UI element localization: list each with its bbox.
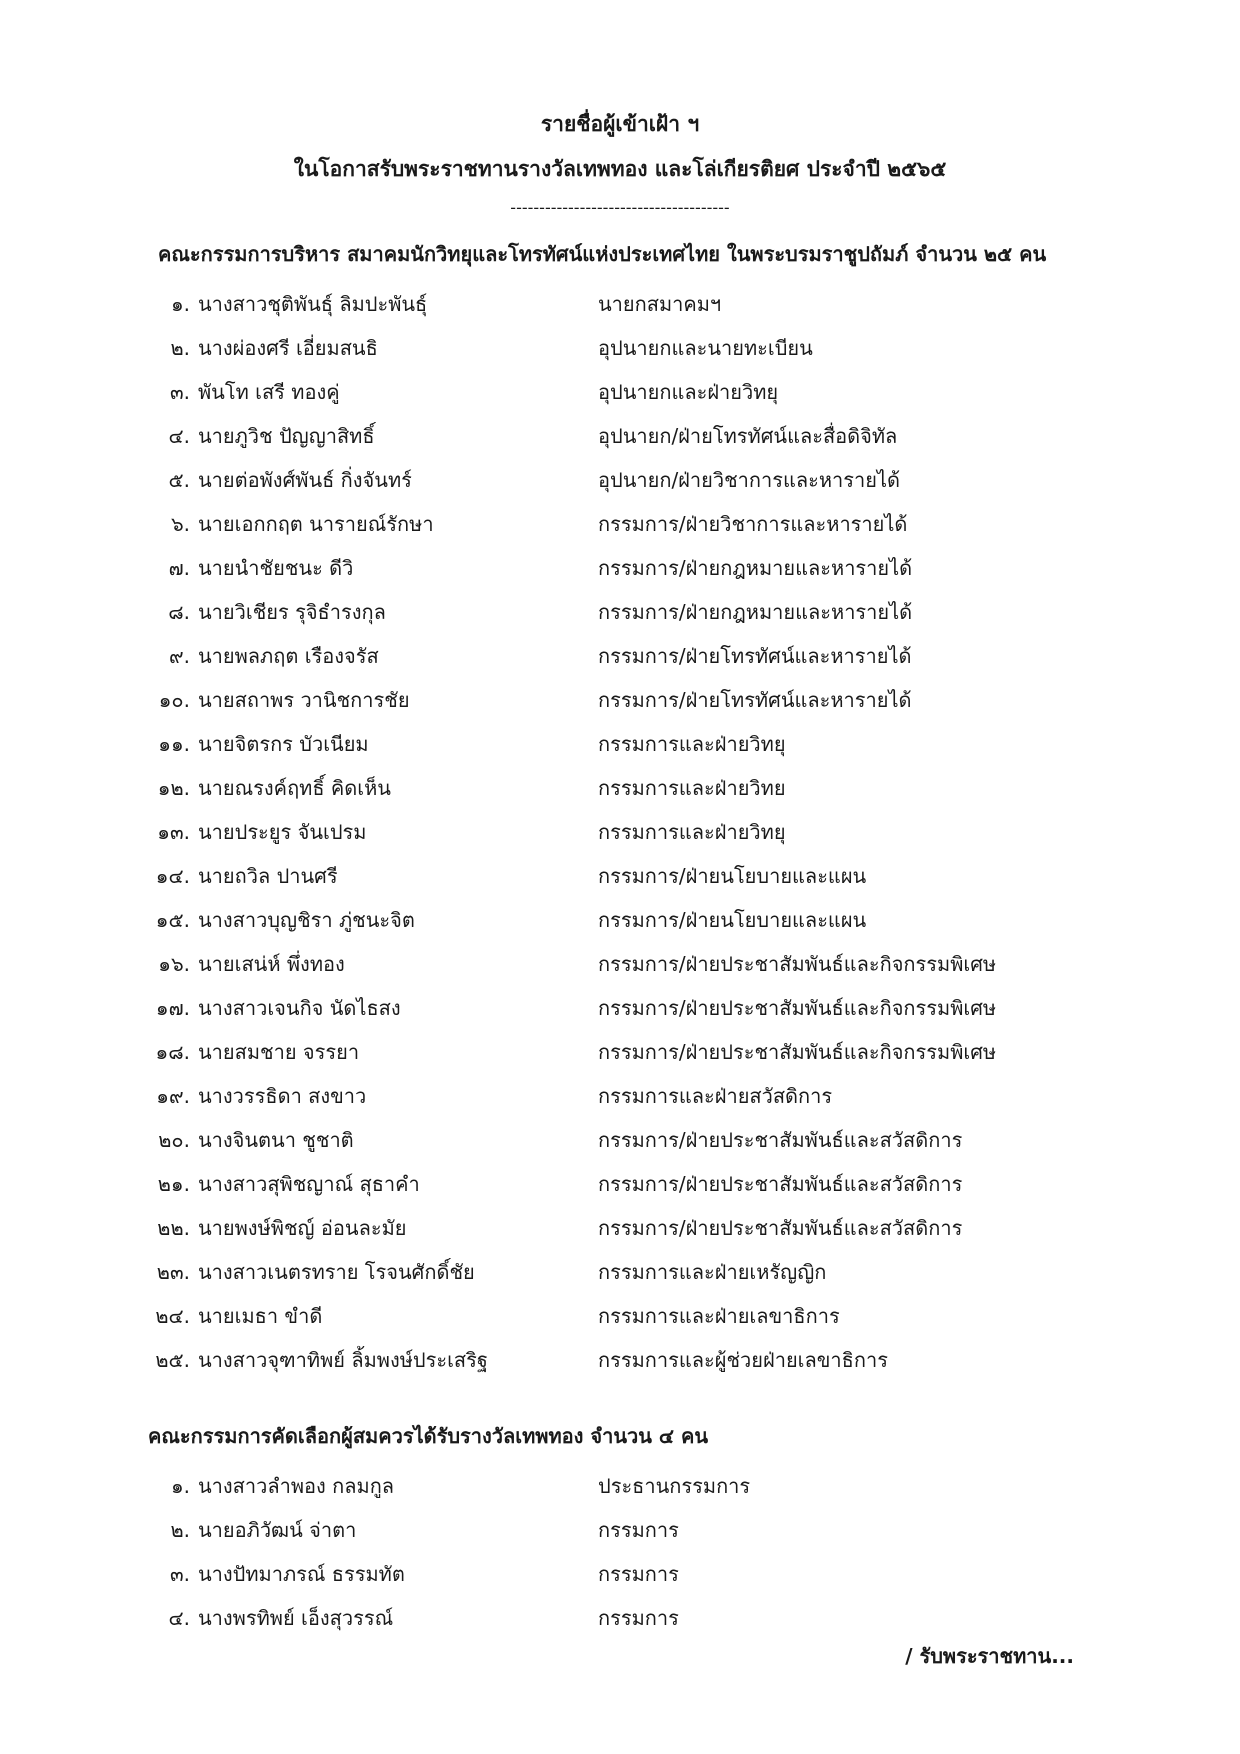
member-name: นางปัทมาภรณ์ ธรรมทัต <box>198 1562 405 1586</box>
member-role: กรรมการ/ฝ่ายวิชาการและหารายได้ <box>598 512 908 536</box>
section-heading-selection-committee: คณะกรรมการคัดเลือกผู้สมควรได้รับรางวัลเทพทอง จำนวน ๔ คน <box>148 1424 709 1448</box>
member-name: นายเสน่ห์ พึ่งทอง <box>198 952 345 976</box>
member-role: อุปนายก/ฝ่ายวิชาการและหารายได้ <box>598 468 901 492</box>
member-name: นายประยูร จันเปรม <box>198 820 367 844</box>
continuation-note: / รับพระราชทาน... <box>905 1644 1074 1668</box>
member-number: ๙. <box>168 644 190 668</box>
member-number: ๑๘. <box>155 1040 190 1064</box>
separator-line: -------------------------------------- <box>510 198 730 217</box>
member-number: ๑๐. <box>158 688 190 712</box>
member-role: กรรมการ/ฝ่ายนโยบายและแผน <box>598 908 867 932</box>
member-number: ๑๗. <box>155 996 190 1020</box>
member-role: กรรมการ/ฝ่ายประชาสัมพันธ์และสวัสดิการ <box>598 1128 963 1152</box>
member-row <box>0 898 1240 942</box>
member-role: กรรมการ/ฝ่ายกฎหมายและหารายได้ <box>598 556 913 580</box>
member-number: ๓. <box>169 1562 190 1586</box>
member-role: กรรมการ/ฝ่ายโทรทัศน์และหารายได้ <box>598 688 912 712</box>
selection-committee-list <box>0 1464 1240 1640</box>
member-role: กรรมการและฝ่ายเหรัญญิก <box>598 1260 827 1284</box>
member-name: นายนำชัยชนะ ดีวิ <box>198 556 354 580</box>
member-role: นายกสมาคมฯ <box>598 292 722 316</box>
member-number: ๒๐. <box>158 1128 190 1152</box>
member-name: นายพงษ์พิชญ์ อ่อนละมัย <box>198 1216 407 1240</box>
member-number: ๓. <box>169 380 190 404</box>
member-name: นายภูวิช ปัญญาสิทธิ์ <box>198 424 375 448</box>
member-row <box>0 722 1240 766</box>
member-role: กรรมการ/ฝ่ายประชาสัมพันธ์และกิจกรรมพิเศษ <box>598 996 997 1020</box>
member-name: นายเอกกฤต นารายณ์รักษา <box>198 512 434 536</box>
member-row <box>0 1552 1240 1596</box>
member-number: ๑๒. <box>157 776 190 800</box>
member-name: นายอภิวัฒน์ จ่าตา <box>198 1518 357 1542</box>
document-subtitle: ในโอกาสรับพระราชทานรางวัลเทพทอง และโล่เกียรติยศ ประจำปี ๒๕๖๕ <box>293 157 947 181</box>
member-row <box>0 766 1240 810</box>
member-row <box>0 942 1240 986</box>
member-name: นางสาวสุพิชญาณ์ สุธาคำ <box>198 1172 420 1196</box>
member-role: กรรมการ/ฝ่ายโทรทัศน์และหารายได้ <box>598 644 912 668</box>
member-row <box>0 1206 1240 1250</box>
member-name: นายถวิล ปานศรี <box>198 864 338 888</box>
document-title: รายชื่อผู้เข้าเฝ้า ฯ <box>540 112 700 136</box>
member-role: กรรมการ <box>598 1518 679 1542</box>
member-row <box>0 326 1240 370</box>
member-role: กรรมการ/ฝ่ายประชาสัมพันธ์และกิจกรรมพิเศษ <box>598 952 997 976</box>
member-role: กรรมการ/ฝ่ายประชาสัมพันธ์และสวัสดิการ <box>598 1216 963 1240</box>
member-row <box>0 414 1240 458</box>
member-role: กรรมการและผู้ช่วยฝ่ายเลขาธิการ <box>598 1348 888 1372</box>
member-number: ๖. <box>170 512 190 536</box>
member-row <box>0 678 1240 722</box>
member-number: ๑๙. <box>156 1084 190 1108</box>
member-name: นางสาวจุฑาทิพย์ ลิ้มพงษ์ประเสริฐ <box>198 1348 488 1372</box>
member-row <box>0 1596 1240 1640</box>
member-role: อุปนายกและนายทะเบียน <box>598 336 813 360</box>
member-role: กรรมการ <box>598 1606 679 1630</box>
member-role: กรรมการ/ฝ่ายนโยบายและแผน <box>598 864 867 888</box>
member-name: นางสาวบุญชิรา ภู่ชนะจิต <box>198 908 415 932</box>
member-number: ๘. <box>168 600 190 624</box>
member-number: ๕. <box>168 468 190 492</box>
member-role: กรรมการ/ฝ่ายกฎหมายและหารายได้ <box>598 600 913 624</box>
member-row <box>0 634 1240 678</box>
member-name: พันโท เสรี ทองคู่ <box>198 380 340 404</box>
member-name: นางสาวเจนกิจ นัดไธสง <box>198 996 401 1020</box>
member-row <box>0 502 1240 546</box>
member-name: นางพรทิพย์ เอ็งสุวรรณ์ <box>198 1606 394 1630</box>
member-role: กรรมการและฝ่ายเลขาธิการ <box>598 1304 840 1328</box>
member-role: กรรมการและฝ่ายสวัสดิการ <box>598 1084 833 1108</box>
member-name: นายสมชาย จรรยา <box>198 1040 360 1064</box>
member-row <box>0 590 1240 634</box>
member-name: นายวิเชียร รุจิธำรงกุล <box>198 600 386 624</box>
member-name: นางวรรธิดา สงขาว <box>198 1084 367 1108</box>
member-name: นางผ่องศรี เอี่ยมสนธิ <box>198 336 378 360</box>
member-role: กรรมการและฝ่ายวิทยุ <box>598 820 786 844</box>
member-role: อุปนายกและฝ่ายวิทยุ <box>598 380 779 404</box>
member-row <box>0 854 1240 898</box>
member-name: นายณรงค์ฤทธิ์ คิดเห็น <box>198 776 391 800</box>
member-role: กรรมการและฝ่ายวิทยุ <box>598 732 786 756</box>
member-number: ๒. <box>170 336 190 360</box>
member-number: ๑๕. <box>155 908 190 932</box>
member-number: ๔. <box>168 1606 190 1630</box>
member-row <box>0 458 1240 502</box>
member-role: กรรมการ <box>598 1562 679 1586</box>
member-role: ประธานกรรมการ <box>598 1474 751 1498</box>
member-row <box>0 1508 1240 1552</box>
member-number: ๒๑. <box>157 1172 190 1196</box>
member-number: ๒๒. <box>157 1216 190 1240</box>
member-role: กรรมการและฝ่ายวิทย <box>598 776 786 800</box>
member-row <box>0 370 1240 414</box>
member-name: นายต่อพังศ์พันธ์ กิ่งจันทร์ <box>198 468 412 492</box>
member-number: ๑. <box>170 292 190 316</box>
member-row <box>0 986 1240 1030</box>
member-number: ๒๓. <box>156 1260 190 1284</box>
member-name: นางสาวลำพอง กลมกูล <box>198 1474 395 1498</box>
member-row <box>0 1294 1240 1338</box>
member-name: นางสาวชุติพันธุ์ ลิมปะพันธุ์ <box>198 292 428 316</box>
member-role: กรรมการ/ฝ่ายประชาสัมพันธ์และสวัสดิการ <box>598 1172 963 1196</box>
member-row <box>0 1030 1240 1074</box>
member-role: อุปนายก/ฝ่ายโทรทัศน์และสื่อดิจิทัล <box>598 424 898 448</box>
member-name: นายพลภฤต เรืองจรัส <box>198 644 379 668</box>
member-number: ๒๔. <box>155 1304 190 1328</box>
section-heading-executive-committee: คณะกรรมการบริหาร สมาคมนักวิทยุและโทรทัศน์แห่งประเทศไทย ในพระบรมราชูปถัมภ์ จำนวน ๒๕ คน <box>158 242 1047 266</box>
member-row <box>0 1250 1240 1294</box>
executive-committee-list <box>0 282 1240 1382</box>
member-number: ๑๖. <box>158 952 190 976</box>
member-number: ๑๔. <box>155 864 190 888</box>
member-name: นางสาวเนตรทราย โรจนศักดิ์ชัย <box>198 1260 475 1284</box>
member-row <box>0 282 1240 326</box>
member-number: ๔. <box>168 424 190 448</box>
member-number: ๑. <box>170 1474 190 1498</box>
member-row <box>0 1118 1240 1162</box>
member-row <box>0 810 1240 854</box>
member-name: นายจิตรกร บัวเนียม <box>198 732 369 756</box>
member-name: นายสถาพร วานิชการชัย <box>198 688 410 712</box>
member-number: ๑๓. <box>157 820 190 844</box>
member-row <box>0 1464 1240 1508</box>
member-row <box>0 1074 1240 1118</box>
member-number: ๑๑. <box>158 732 190 756</box>
member-row <box>0 1338 1240 1382</box>
member-row <box>0 546 1240 590</box>
member-name: นางจินตนา ชูชาติ <box>198 1128 354 1152</box>
member-number: ๒๕. <box>155 1348 190 1372</box>
member-role: กรรมการ/ฝ่ายประชาสัมพันธ์และกิจกรรมพิเศษ <box>598 1040 997 1064</box>
member-number: ๒. <box>170 1518 190 1542</box>
member-row <box>0 1162 1240 1206</box>
member-name: นายเมธา ขำดี <box>198 1304 323 1328</box>
member-number: ๗. <box>168 556 190 580</box>
